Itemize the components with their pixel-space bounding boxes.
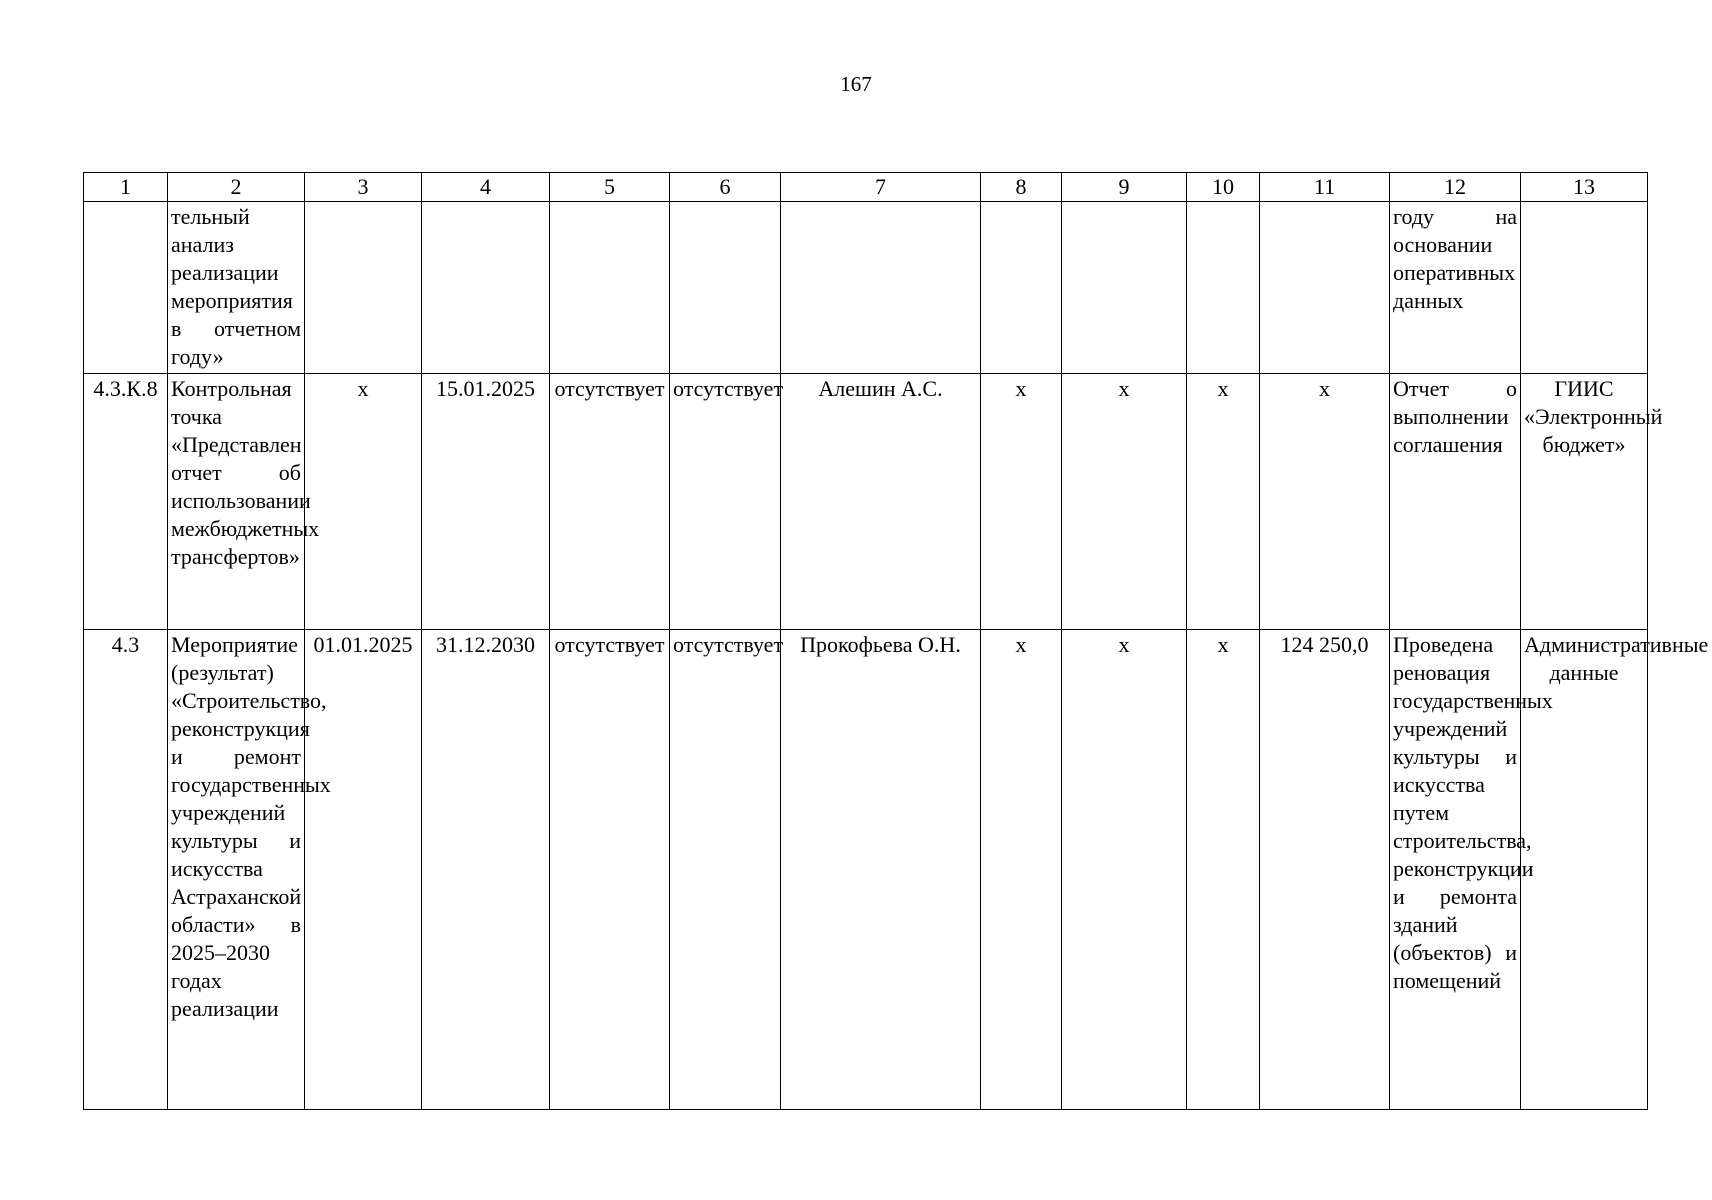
cell-col8: x	[981, 630, 1062, 1110]
page-number: 167	[840, 72, 872, 96]
cell-amount: 124 250,0	[1260, 630, 1390, 1110]
cell-end-date: 31.12.2030	[422, 630, 550, 1110]
cell-end-date	[422, 202, 550, 374]
column-header: 11	[1260, 173, 1390, 202]
cell-col10: x	[1187, 374, 1260, 630]
cell-name: тельный анализ реализации мероприятия в отчетном году»	[168, 202, 305, 374]
cell-start-date: x	[305, 374, 422, 630]
column-header: 12	[1390, 173, 1521, 202]
cell-number: 4.3.К.8	[84, 374, 168, 630]
cell-responsible: Прокофьева О.Н.	[781, 630, 981, 1110]
column-header: 5	[550, 173, 670, 202]
cell-col8	[981, 202, 1062, 374]
cell-name: Мероприятие (результат) «Строительство, реконструкция и ремонт государственных учреждений культуры и искусства Астраханской области» в 2025–2030 годах реализации	[168, 630, 305, 1110]
cell-amount	[1260, 202, 1390, 374]
cell-result: году на основании оперативных данных	[1390, 202, 1521, 374]
cell-col9: x	[1062, 374, 1187, 630]
column-number-header	[84, 173, 1648, 202]
column-header: 3	[305, 173, 422, 202]
cell-number	[84, 202, 168, 374]
cell-col9	[1062, 202, 1187, 374]
column-header: 13	[1521, 173, 1648, 202]
cell-start-date: 01.01.2025	[305, 630, 422, 1110]
column-header: 9	[1062, 173, 1187, 202]
column-header: 2	[168, 173, 305, 202]
cell-col5	[550, 202, 670, 374]
cell-source: ГИИС «Электронный бюджет»	[1521, 374, 1648, 630]
cell-source	[1521, 202, 1648, 374]
cell-amount: x	[1260, 374, 1390, 630]
cell-col10: x	[1187, 630, 1260, 1110]
cell-col10	[1187, 202, 1260, 374]
cell-responsible: Алешин А.С.	[781, 374, 981, 630]
cell-col5: отсутствует	[550, 630, 670, 1110]
cell-col8: x	[981, 374, 1062, 630]
cell-result: Проведена реновация государственных учреждений культуры и искусства путем строительства, реконструкции и ремонта зданий (объектов) и помещений	[1390, 630, 1521, 1110]
cell-start-date	[305, 202, 422, 374]
cell-number: 4.3	[84, 630, 168, 1110]
data-table	[83, 172, 1709, 1110]
table-row	[84, 630, 1648, 1110]
column-header: 1	[84, 173, 168, 202]
cell-responsible	[781, 202, 981, 374]
column-header: 8	[981, 173, 1062, 202]
cell-col9: x	[1062, 630, 1187, 1110]
column-header: 10	[1187, 173, 1260, 202]
cell-col5: отсутствует	[550, 374, 670, 630]
cell-name: Контрольная точка «Представлен отчет об использовании межбюджетных трансфертов»	[168, 374, 305, 630]
cell-col6: отсутствует	[670, 630, 781, 1110]
cell-source: Административные данные	[1521, 630, 1648, 1110]
cell-end-date: 15.01.2025	[422, 374, 550, 630]
cell-col6: отсутствует	[670, 374, 781, 630]
column-header: 6	[670, 173, 781, 202]
cell-result: Отчет о выполнении соглашения	[1390, 374, 1521, 630]
table-row	[84, 202, 1648, 374]
column-header: 7	[781, 173, 981, 202]
column-header: 4	[422, 173, 550, 202]
table-row	[84, 374, 1648, 630]
cell-col6	[670, 202, 781, 374]
